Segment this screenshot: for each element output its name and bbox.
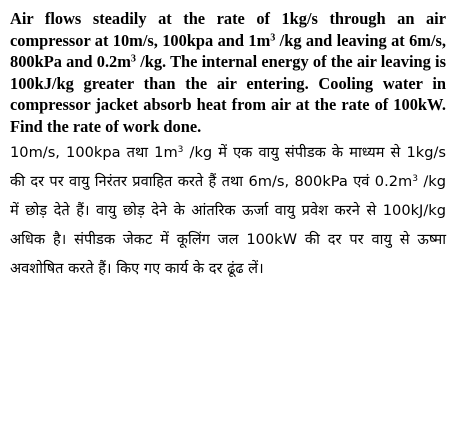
superscript-cubed: 3: [130, 53, 136, 65]
superscript-cubed: 3: [412, 173, 418, 184]
superscript-cubed: 3: [270, 32, 276, 44]
english-part-2: /kg and leaving at 6m/s, 800kPa and 0.2m: [10, 30, 446, 72]
english-part-3: /kg. The internal energy of the air leaving is 100kJ/kg greater than the air entering. Cooling water in compressor jacket absorb heat from air at the rate of 100kW. Find the rate of work done.: [10, 52, 446, 136]
superscript-cubed: 3: [177, 144, 184, 155]
question-text-english: [10, 8, 446, 138]
hindi-part-1: 10m/s, 100kpa तथा 1m: [10, 143, 178, 161]
question-text-hindi: [10, 138, 446, 284]
hindi-part-3: /kg में छोड़ देते हैं। वायु छोड़ देने के आंतरिक ऊर्जा वायु प्रवेश करने से 100kJ/kg अधिक है। संपीडक जेकट में कूलिंग जल 100kW की दर पर वायु से ऊष्मा अवशोषित करते हैं। किए गए कार्य के दर ढूंढ लें।: [10, 172, 446, 278]
question-block: [10, 8, 446, 284]
english-part-1: Air flows steadily at the rate of 1kg/s through an air compressor at 10m/s, 100kpa and 1m: [10, 9, 446, 50]
hindi-part-2: /kg में एक वायु संपीडक के माध्यम से 1kg/s की दर पर वायु निरंतर प्रवाहित करते हैं तथा 6m/s, 800kPa एवं 0.2m: [10, 143, 446, 190]
